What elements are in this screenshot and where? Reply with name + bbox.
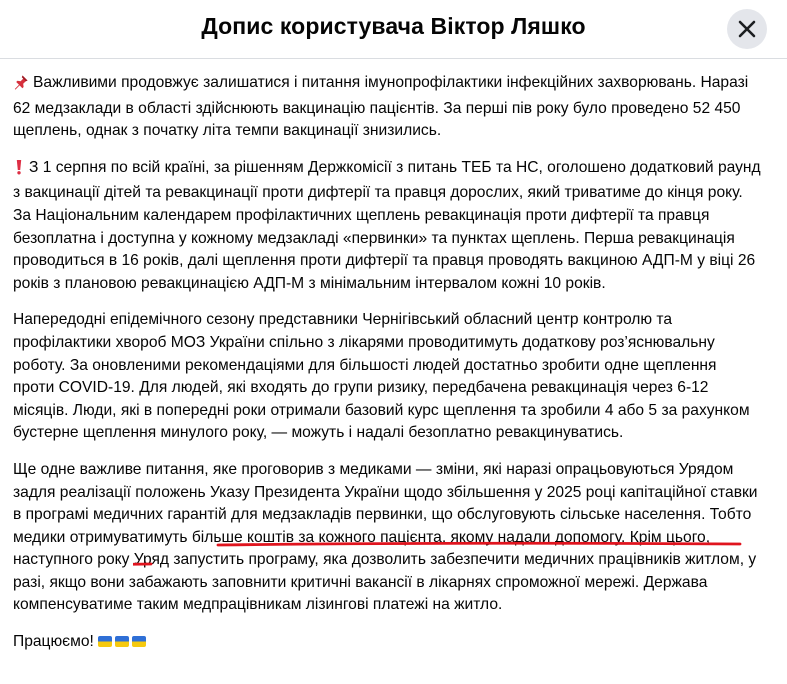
dialog-header	[0, 0, 787, 59]
post-paragraph-3: Напередодні епідемічного сезону представники Чернігівський обласний центр контролю та профілактики хвороб МОЗ України спільно з лікарями проводитимуть додаткову роз’яснювальну роботу. За оновленими рекомендаціями для більшості людей достатньо зробити одне щеплення проти COVID-19. Для людей, які входять до групи ризику, передбачена ревакцинація через 6-12 місяців. Люди, які в попередні роки отримали базовий курс щеплення та зробили 4 або 5 за рахунком бустерне щеплення минулого року, — можуть і надалі безоплатно ревакцинуватись.	[13, 311, 750, 442]
ukraine-flag-icon	[98, 636, 112, 647]
post-paragraph-4	[13, 459, 761, 617]
ukraine-flag-icon	[132, 636, 146, 647]
post-paragraph-2	[13, 157, 761, 296]
post-paragraph-5	[13, 631, 761, 654]
exclamation-icon	[13, 159, 25, 183]
post-paragraph-1	[13, 72, 761, 143]
ukraine-flag-icon	[115, 636, 129, 647]
post-paragraph-5-text: Працюємо!	[13, 633, 94, 651]
post-paragraph-1-text: Важливими продовжує залишатися і питання імунопрофілактики інфекційних захворювань. Наразі 62 медзаклади в області здійснюють вакцинацію пацієнтів. За перші пів року було проведено 52 450 щеплень, однак з початку літа темпи вакцинації знизились.	[13, 74, 749, 140]
post-body	[13, 72, 761, 668]
dialog-title: Допис користувача Віктор Ляшко	[201, 13, 586, 39]
post-paragraph-4-text-before: Ще одне важливе питання, яке проговорив з медиками — зміни, які наразі опрацьовуються Урядом задля реалізації положень Указу Президента України щодо збільшення у 2025 році капітаційної ставки в програмі медичних гарантій для медзакладів первинки, що обслуговують сільське населення. Тобто	[13, 460, 758, 524]
close-icon	[737, 19, 757, 39]
close-button[interactable]	[727, 9, 767, 49]
highlighted-text: медики отримуватимуть більше коштів за кожного пацієнта, якому надали допомогу	[13, 528, 622, 546]
post-paragraph-4-text-after: . Крім цього, наступного року Уряд запустить програму, яка дозволить забезпечити медичних працівників житлом, у разі, якщо вони забажають заповнити критичні вакансії в лікарнях спроможної мережі. Держава компенсуватиме таким медпрацівникам лізингові платежі на житло.	[13, 528, 757, 614]
pushpin-icon	[13, 74, 29, 98]
post-paragraph-2-text: З 1 серпня по всій країні, за рішенням Держкомісії з питань ТЕБ та НС, оголошено додатковий раунд з вакцинації дітей та ревакцинації проти дифтерії та правця дорослих, який триватиме до кінця року. За Національним календарем профілактичних щеплень ревакцинація проти дифтерії та правця безоплатна і доступна у кожному медзакладі «первинки» та пунктах щеплень. Перша ревакцинація проводиться в 16 років, далі щеплення проти дифтерії та правця проводять вакциною АДП-М у віці 26 років з плановою ревакцинацією АДП-М з мінімальним інтервалом кожні 10 років.	[13, 158, 761, 292]
